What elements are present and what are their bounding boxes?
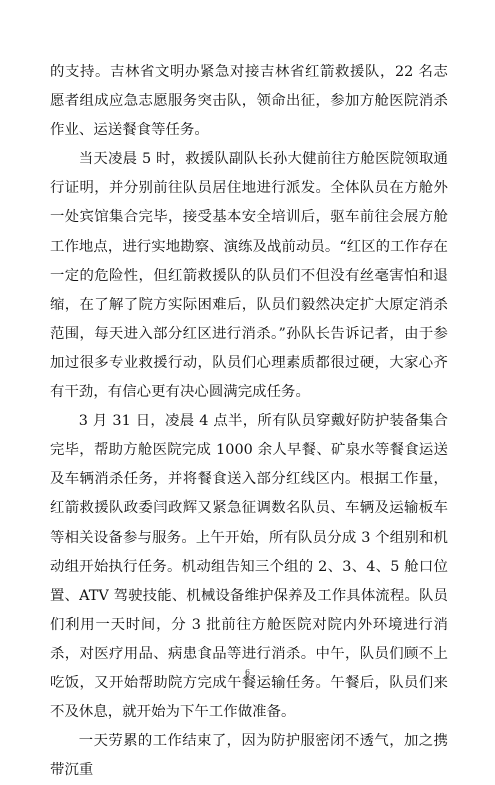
page-number: 6 — [244, 668, 251, 677]
paragraph-1: 的支持。吉林省文明办紧急对接吉林省红箭救援队，22 名志愿者组成应急志愿服务突击队，领命出征，参加方舱医院消杀作业、运送餐食等任务。 — [50, 64, 448, 139]
paragraph-3: 3 月 31 日，凌晨 4 点半，所有队员穿戴好防护装备集合完毕，帮助方舱医院完成 1000 余人早餐、矿泉水等餐食运送及车辆消杀任务，并将餐食送入部分红线区内。根据工作量，红箭救援队政委闫政辉又紧急征调数名队员、车辆及运输板车等相关设备参与服务。上午开始，所有队员分成 3 个组别和机动组开始执行任务。机动组告知三个组的 2、3、4、5 舱口位置、ATV 驾驶技能、机械设备维护保养及工作具体流程。队员们利用一天时间，分 3 批前往方舱医院对院内外环境进行消杀，对医疗用品、病患食品等进行消杀。中午，队员们顾不上吃饭，又开始帮助院方完成午餐运输任务。午餐后，队员们来不及休息，就开始为下午工作做准备。 — [50, 413, 448, 721]
paragraph-4: 一天劳累的工作结束了，因为防护服密闭不透气，加之携带沉重 — [50, 733, 448, 779]
paragraph-2: 当天凌晨 5 时，救援队副队长孙大健前往方舱医院领取通行证明，并分别前往队员居住地进行派发。全体队员在方舱外一处宾馆集合完毕，接受基本安全培训后，驱车前往会展方舱工作地点，进行实地勘察、演练及战前动员。“红区的工作存在一定的危险性，但红箭救援队的队员们不但没有丝毫害怕和退缩，在了解了院方实际困难后，队员们毅然决定扩大原定消杀范围，每天进入部分红区进行消杀。”孙队长告诉记者，由于参加过很多专业救援行动，队员们心理素质都很过硬，大家心齐有干劲，有信心更有决心圆满完成任务。 — [50, 151, 448, 401]
